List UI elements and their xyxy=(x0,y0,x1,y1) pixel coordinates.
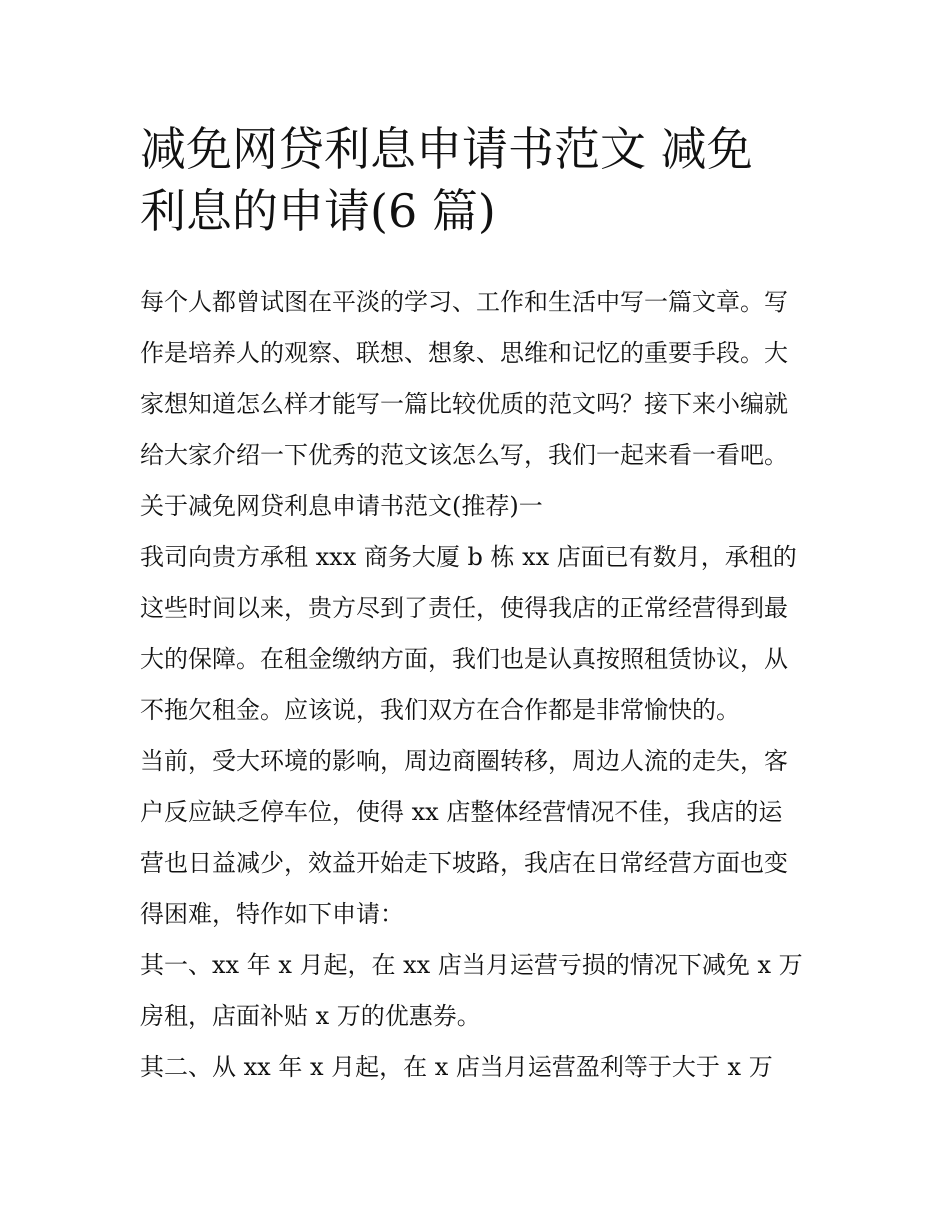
body-line: 其二、从 xx 年 x 月起，在 x 店当月运营盈利等于大于 x 万 xyxy=(140,1053,773,1081)
body-line: 其一、xx 年 x 月起，在 xx 店当月运营亏损的情况下减免 x 万 xyxy=(140,951,803,979)
body-line: 大的保障。在租金缴纳方面，我们也是认真按照租赁协议，从 xyxy=(140,645,788,673)
body-line: 房租，店面补贴 x 万的优惠券。 xyxy=(140,1002,481,1030)
body-line: 得困难，特作如下申请： xyxy=(140,900,404,928)
document-title xyxy=(140,118,820,242)
body-line: 我司向贵方承租 xxx 商务大厦 b 栋 xx 店面已有数月，承租的 xyxy=(140,543,797,571)
section-heading: 关于减免网贷利息申请书范文(推荐)一 xyxy=(140,492,543,520)
body-line: 家想知道怎么样才能写一篇比较优质的范文吗？接下来小编就 xyxy=(140,390,788,418)
body-line: 这些时间以来，贵方尽到了责任，使得我店的正常经营得到最 xyxy=(140,594,788,622)
body-line: 营也日益减少，效益开始走下坡路，我店在日常经营方面也变 xyxy=(140,849,788,877)
document-body xyxy=(140,280,820,1096)
title-line-1: 减免网贷利息申请书范文 减免 xyxy=(140,122,753,176)
body-line: 每个人都曾试图在平淡的学习、工作和生活中写一篇文章。写 xyxy=(140,288,788,316)
title-line-2: 利息的申请(6 篇) xyxy=(140,184,496,238)
body-line: 当前，受大环境的影响，周边商圈转移，周边人流的走失，客 xyxy=(140,747,788,775)
body-line: 给大家介绍一下优秀的范文该怎么写，我们一起来看一看吧。 xyxy=(140,441,788,469)
body-line: 不拖欠租金。应该说，我们双方在合作都是非常愉快的。 xyxy=(140,696,740,724)
body-line: 户反应缺乏停车位，使得 xx 店整体经营情况不佳，我店的运 xyxy=(140,798,783,826)
body-line: 作是培养人的观察、联想、想象、思维和记忆的重要手段。大 xyxy=(140,339,788,367)
